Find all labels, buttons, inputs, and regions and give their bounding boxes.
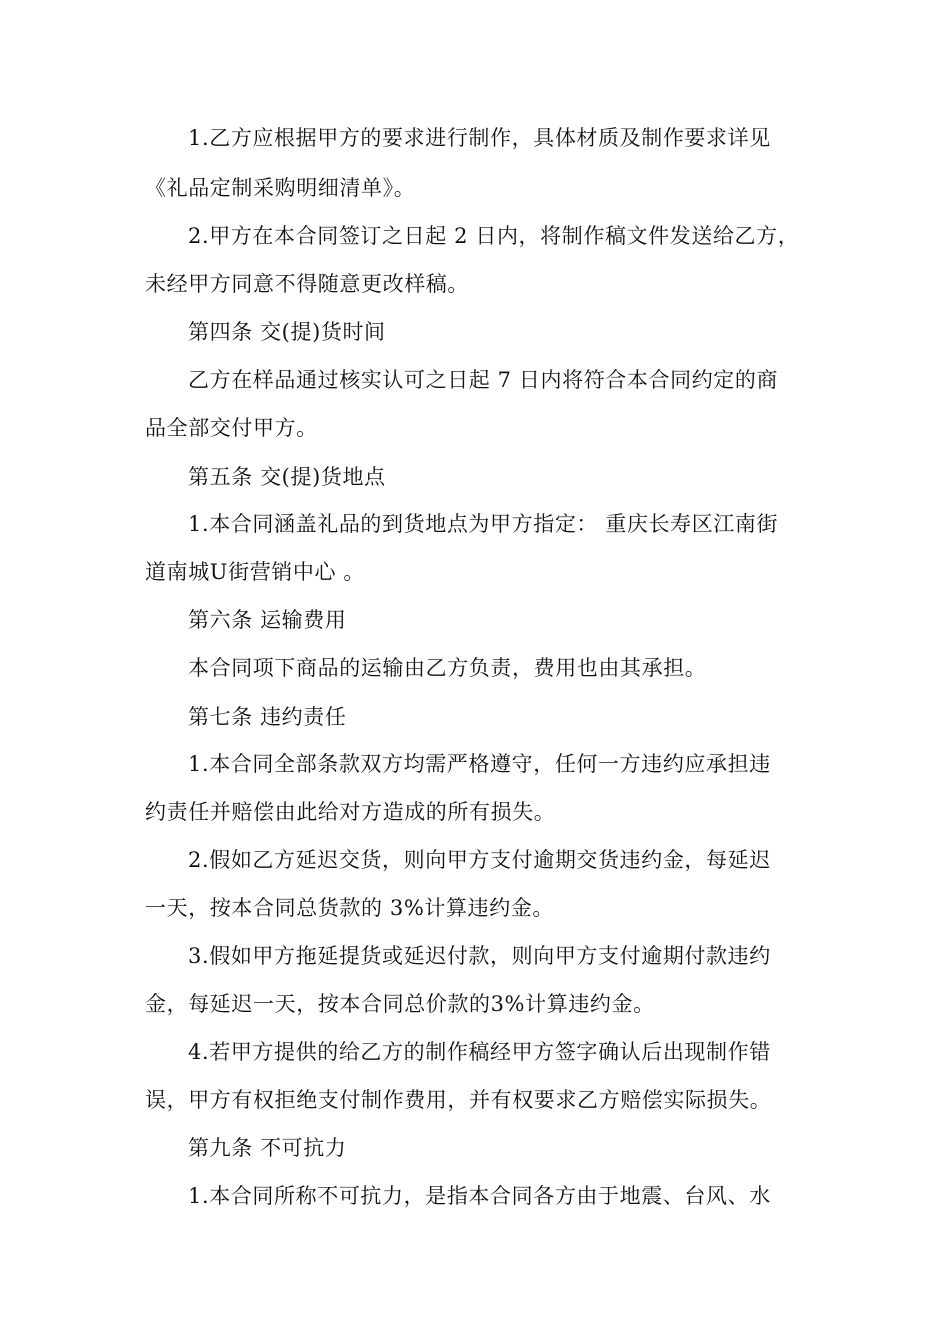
clause-3-2-line-1: 2.甲方在本合同签订之日起 2 日内，将制作稿文件发送给乙方， xyxy=(188,224,800,248)
article-7-2-line-1: 2.假如乙方延迟交货，则向甲方支付逾期交货违约金，每延迟 xyxy=(188,848,771,872)
article-7-3-line-1: 3.假如甲方拖延提货或延迟付款，则向甲方支付逾期付款违约 xyxy=(188,944,771,968)
article-7-4-line-2: 误，甲方有权拒绝支付制作费用，并有权要求乙方赔偿实际损失。 xyxy=(145,1088,772,1112)
article-9-heading: 第九条 不可抗力 xyxy=(188,1136,347,1160)
article-6-line-1: 本合同项下商品的运输由乙方负责，费用也由其承担。 xyxy=(188,656,707,680)
article-7-3-line-2: 金，每延迟一天，按本合同总价款的3%计算违约金。 xyxy=(145,992,655,1016)
clause-3-2-line-2: 未经甲方同意不得随意更改样稿。 xyxy=(145,272,469,296)
article-7-1-line-2: 约责任并赔偿由此给对方造成的所有损失。 xyxy=(145,800,556,824)
article-4-line-1: 乙方在样品通过核实认可之日起 7 日内将符合本合同约定的商 xyxy=(188,368,779,392)
article-4-heading: 第四条 交(提)货时间 xyxy=(188,320,386,344)
article-7-1-line-1: 1.本合同全部条款双方均需严格遵守，任何一方违约应承担违 xyxy=(188,752,771,776)
article-9-1-line-1: 1.本合同所称不可抗力，是指本合同各方由于地震、台风、水 xyxy=(188,1184,771,1208)
article-4-line-2: 品全部交付甲方。 xyxy=(145,416,318,440)
article-5-heading: 第五条 交(提)货地点 xyxy=(188,465,386,489)
clause-3-1-line-1: 1.乙方应根据甲方的要求进行制作，具体材质及制作要求详见 xyxy=(188,126,771,150)
article-7-2-line-2: 一天，按本合同总货款的 3%计算违约金。 xyxy=(145,896,554,920)
article-5-1-line-2: 道南城U街营销中心 。 xyxy=(145,560,365,584)
article-7-4-line-1: 4.若甲方提供的给乙方的制作稿经甲方签字确认后出现制作错 xyxy=(188,1040,771,1064)
article-5-1-line-1: 1.本合同涵盖礼品的到货地点为甲方指定： 重庆长寿区江南街 xyxy=(188,512,779,536)
article-7-heading: 第七条 违约责任 xyxy=(188,705,347,729)
clause-3-1-line-2: 《礼品定制采购明细清单》。 xyxy=(145,176,416,200)
article-6-heading: 第六条 运输费用 xyxy=(188,608,347,632)
